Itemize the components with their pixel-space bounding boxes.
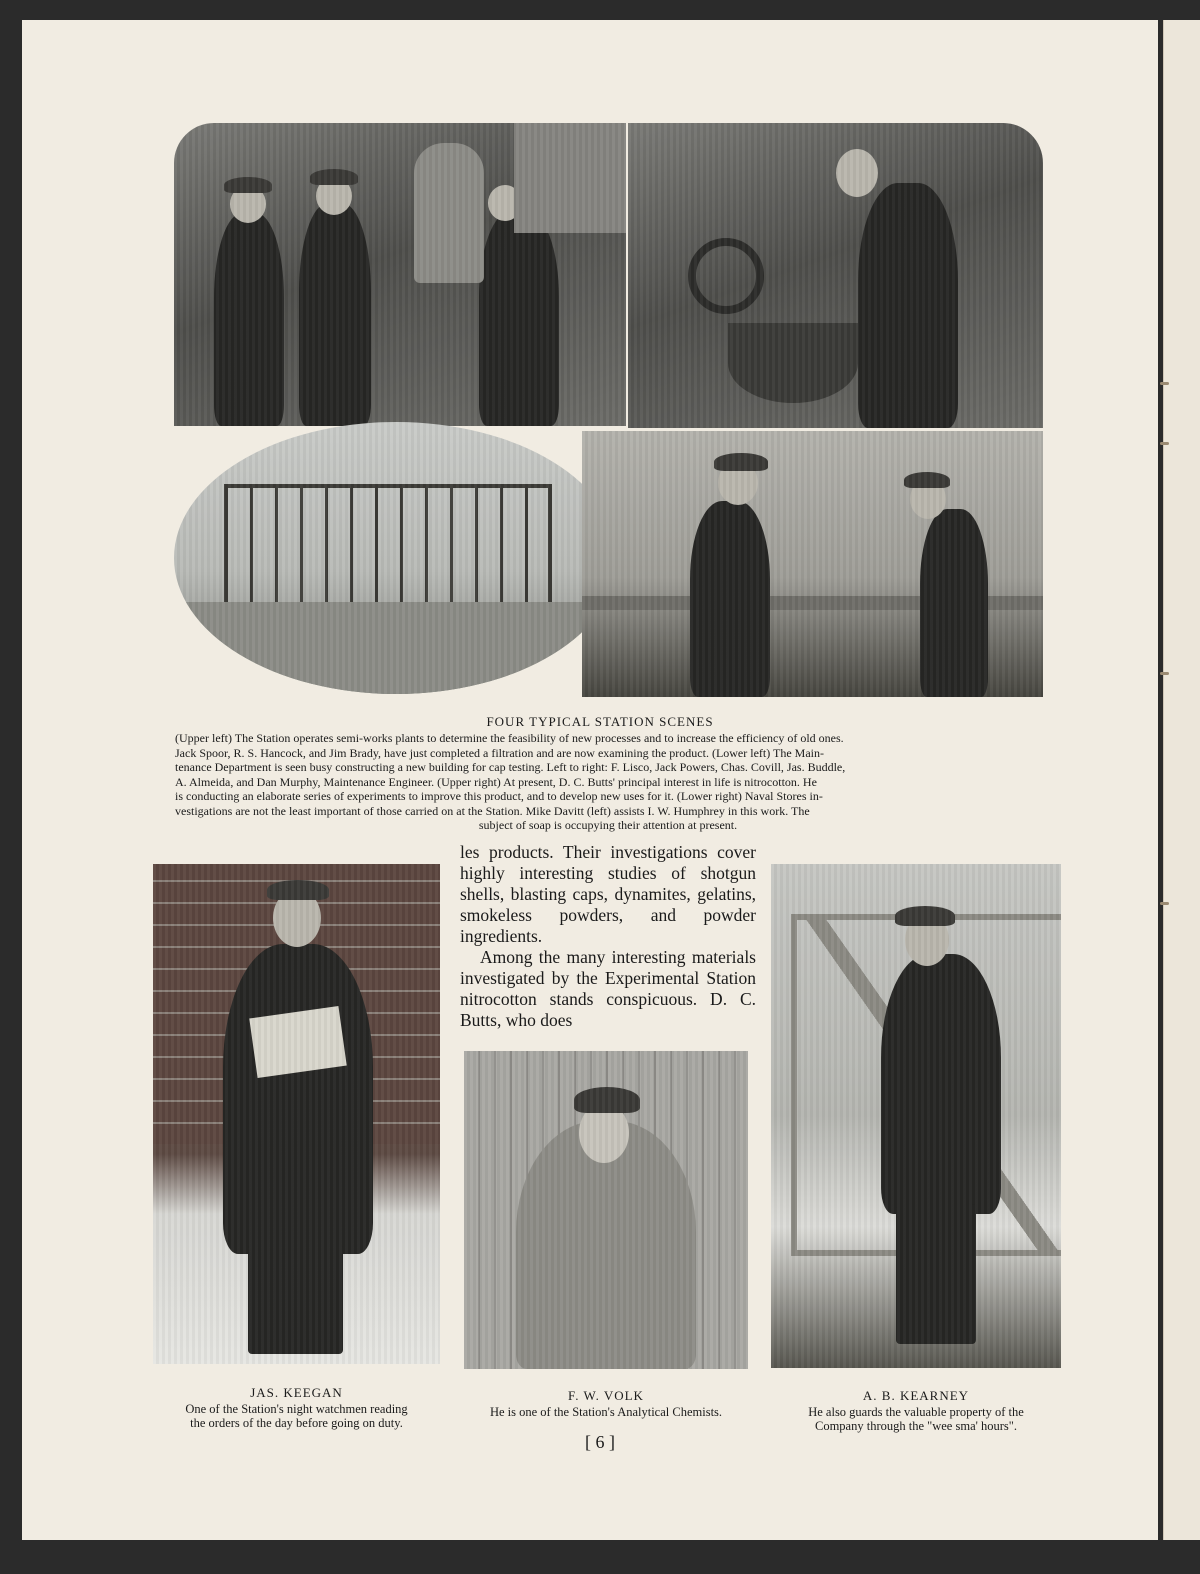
scenes-caption-title: FOUR TYPICAL STATION SCENES — [486, 714, 714, 729]
photo-lower-right-naval-stores — [582, 431, 1043, 697]
caption-line: (Upper left) The Station operates semi-works plants to determine the feasibility of new processes and to increase the efficiency of old ones. — [175, 731, 844, 745]
description-line: One of the Station's night watchmen reading — [185, 1402, 408, 1416]
binding-stitch — [1160, 442, 1169, 445]
binding-stitch — [1160, 672, 1169, 675]
article-paragraph: les products. Their investigations cover highly interesting studies of shotgun shells, blasting caps, dynamites, gelatins, smokeless powders, and powder ingredients. — [460, 842, 756, 946]
photo-jas-keegan — [153, 864, 440, 1364]
photo-f-w-volk — [464, 1051, 748, 1369]
portrait-description-kearney — [762, 1405, 1070, 1433]
description-line: the orders of the day before going on duty. — [190, 1416, 403, 1430]
article-text — [460, 842, 756, 1031]
photo-upper-right-nitrocotton — [628, 123, 1043, 428]
caption-line: vestigations are not the least important of those carried on at the Station. Mike Davitt (left) assists I. W. Humphrey in this work. The — [175, 803, 810, 818]
caption-line: is conducting an elaborate series of experiments to improve this product, and to develop new uses for it. (Lower right) Naval Stores in- — [175, 789, 823, 803]
caption-line: tenance Department is seen busy constructing a new building for cap testing. Left to right: F. Lisco, Jack Powers, Chas. Covill, Jas. Buddle, — [175, 760, 846, 774]
photo-upper-left-filtration — [174, 123, 626, 426]
portrait-name-kearney: A. B. KEARNEY — [862, 1388, 970, 1403]
binding-stitch — [1160, 382, 1169, 385]
scenes-caption-last-line: subject of soap is occupying their attention at present. — [478, 818, 738, 832]
photo-lower-left-construction — [174, 422, 618, 694]
scenes-caption-text — [175, 731, 1041, 818]
adjacent-page-edge — [1163, 20, 1200, 1540]
photo-a-b-kearney — [771, 864, 1061, 1368]
caption-line: Jack Spoor, R. S. Hancock, and Jim Brady, have just completed a filtration and are now examining the product. (Lower left) The Main- — [175, 745, 825, 760]
description-line: Company through the "wee sma' hours". — [814, 1419, 1017, 1433]
portrait-name-volk: F. W. VOLK — [568, 1388, 644, 1403]
binding-stitch — [1160, 902, 1169, 905]
portrait-description-keegan — [140, 1402, 453, 1430]
article-paragraph: Among the many interesting materials investigated by the Experimental Station nitrocotton stands conspicuous. D. C. Butts, who does — [460, 947, 756, 1030]
caption-line: A. Almeida, and Dan Murphy, Maintenance Engineer. (Upper right) At present, D. C. Butts' principal interest in life is nitrocotton. He — [175, 774, 817, 789]
portrait-name-keegan: JAS. KEEGAN — [250, 1385, 343, 1400]
portrait-description-volk — [452, 1405, 760, 1419]
page-number: [ 6 ] — [585, 1432, 615, 1452]
description-line: He also guards the valuable property of the — [808, 1405, 1024, 1419]
description-line: He is one of the Station's Analytical Chemists. — [489, 1405, 723, 1419]
